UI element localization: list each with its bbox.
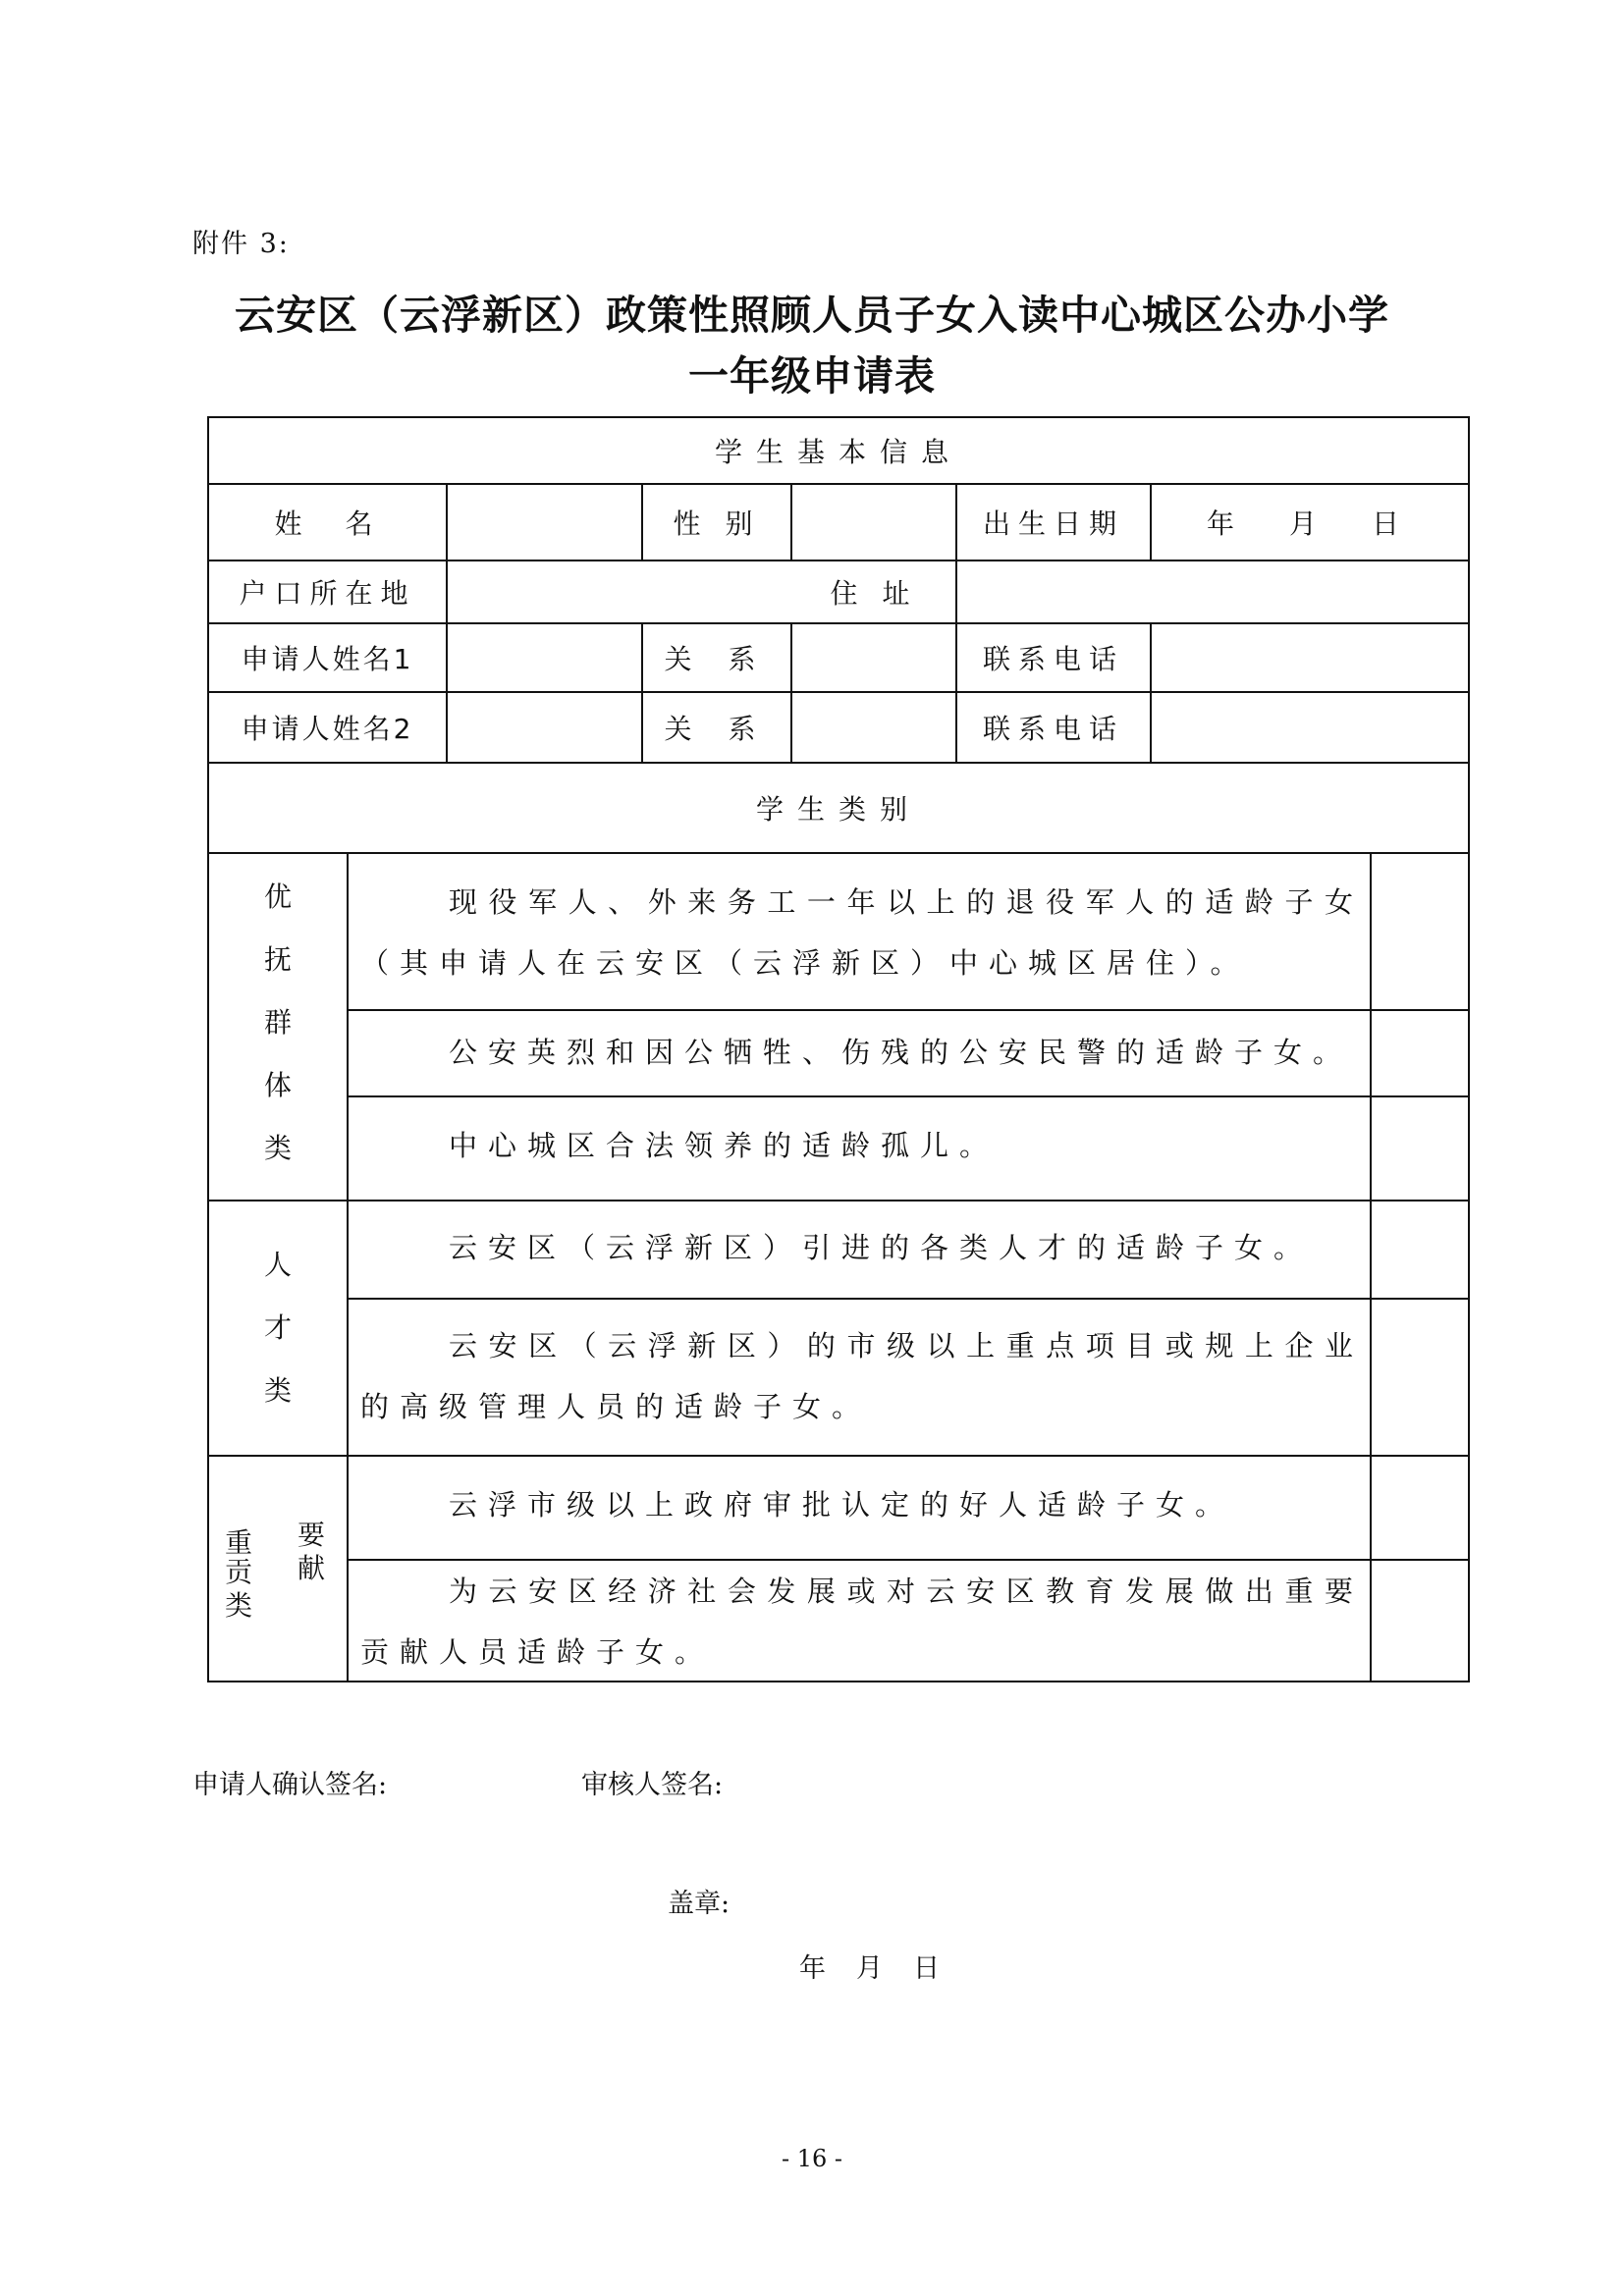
- applicant-2-relation-field[interactable]: [790, 691, 957, 764]
- applicant-2-phone-label: 联系电话: [982, 713, 1124, 745]
- section-basic-info-header: 学生基本信息: [714, 436, 962, 468]
- application-form-table: [207, 416, 1470, 1682]
- applicant-2-name-label: 申请人姓名2: [241, 713, 414, 745]
- category-item-police: 公安英烈和因公牺牲、伤残的公安民警的适龄子女。: [449, 1036, 1353, 1069]
- gender-label: 性 别: [673, 507, 761, 540]
- hukou-label: 户口所在地: [239, 577, 416, 610]
- applicant-2-relation-label: 关 系: [664, 713, 770, 745]
- category-checkbox-contribution[interactable]: [1370, 1559, 1470, 1682]
- applicant-1-name-field[interactable]: [446, 622, 643, 693]
- group-label-youfu: 优 抚 群 体 类: [263, 881, 292, 1164]
- category-checkbox-good-person[interactable]: [1370, 1455, 1470, 1561]
- hukou-field[interactable]: [446, 560, 790, 624]
- category-checkbox-enterprise-manager[interactable]: [1370, 1298, 1470, 1457]
- category-item-talent: 云安区（云浮新区）引进的各类人才的适龄子女。: [449, 1231, 1314, 1264]
- reviewer-signature-label: 审核人签名:: [581, 1770, 724, 1800]
- gender-field[interactable]: [790, 483, 957, 561]
- name-field[interactable]: [446, 483, 643, 561]
- birth-date-label: 出生日期: [982, 507, 1124, 540]
- address-field[interactable]: [955, 560, 1470, 624]
- applicant-2-name-field[interactable]: [446, 691, 643, 764]
- section-category-header: 学生类别: [755, 793, 921, 826]
- applicant-1-name-label: 申请人姓名1: [241, 643, 414, 675]
- applicant-1-phone-label: 联系电话: [982, 643, 1124, 675]
- page-number: - 16 -: [781, 2145, 842, 2172]
- category-item-contribution: 为云安区经济社会发展或对云安区教育发展做出重要贡献人员适龄子女。: [360, 1575, 1364, 1669]
- applicant-1-phone-field[interactable]: [1150, 622, 1470, 693]
- applicant-2-phone-field[interactable]: [1150, 691, 1470, 764]
- applicant-1-relation-field[interactable]: [790, 622, 957, 693]
- group-label-contribution: 重 要 贡 献 类: [225, 1519, 326, 1622]
- applicant-1-relation-label: 关 系: [664, 643, 770, 675]
- category-item-good-person: 云浮市级以上政府审批认定的好人适龄子女。: [449, 1488, 1235, 1522]
- signature-date: 年 月 日: [799, 1953, 942, 1984]
- group-label-talent: 人 才 类: [263, 1249, 292, 1407]
- attachment-label: 附件 3:: [192, 229, 290, 259]
- category-item-military: 现役军人、外来务工一年以上的退役军人的适龄子女（其申请人在云安区（云浮新区）中心城区居住）。: [360, 885, 1364, 980]
- category-item-enterprise-manager: 云安区（云浮新区）的市级以上重点项目或规上企业的高级管理人员的适龄子女。: [360, 1329, 1364, 1423]
- form-title-line-2: 一年级申请表: [688, 352, 936, 400]
- category-item-orphan: 中心城区合法领养的适龄孤儿。: [449, 1129, 1000, 1162]
- category-checkbox-military[interactable]: [1370, 852, 1470, 1011]
- applicant-signature-label: 申请人确认签名:: [192, 1770, 388, 1800]
- name-label: 姓 名: [274, 507, 381, 540]
- address-label: 住 址: [830, 577, 918, 610]
- form-title-line-1: 云安区（云浮新区）政策性照顾人员子女入读中心城区公办小学: [235, 292, 1389, 339]
- category-checkbox-talent[interactable]: [1370, 1200, 1470, 1300]
- category-checkbox-police[interactable]: [1370, 1009, 1470, 1097]
- category-checkbox-orphan[interactable]: [1370, 1095, 1470, 1201]
- birth-date-field[interactable]: 年 月 日: [1206, 507, 1413, 540]
- seal-label: 盖章:: [668, 1889, 731, 1919]
